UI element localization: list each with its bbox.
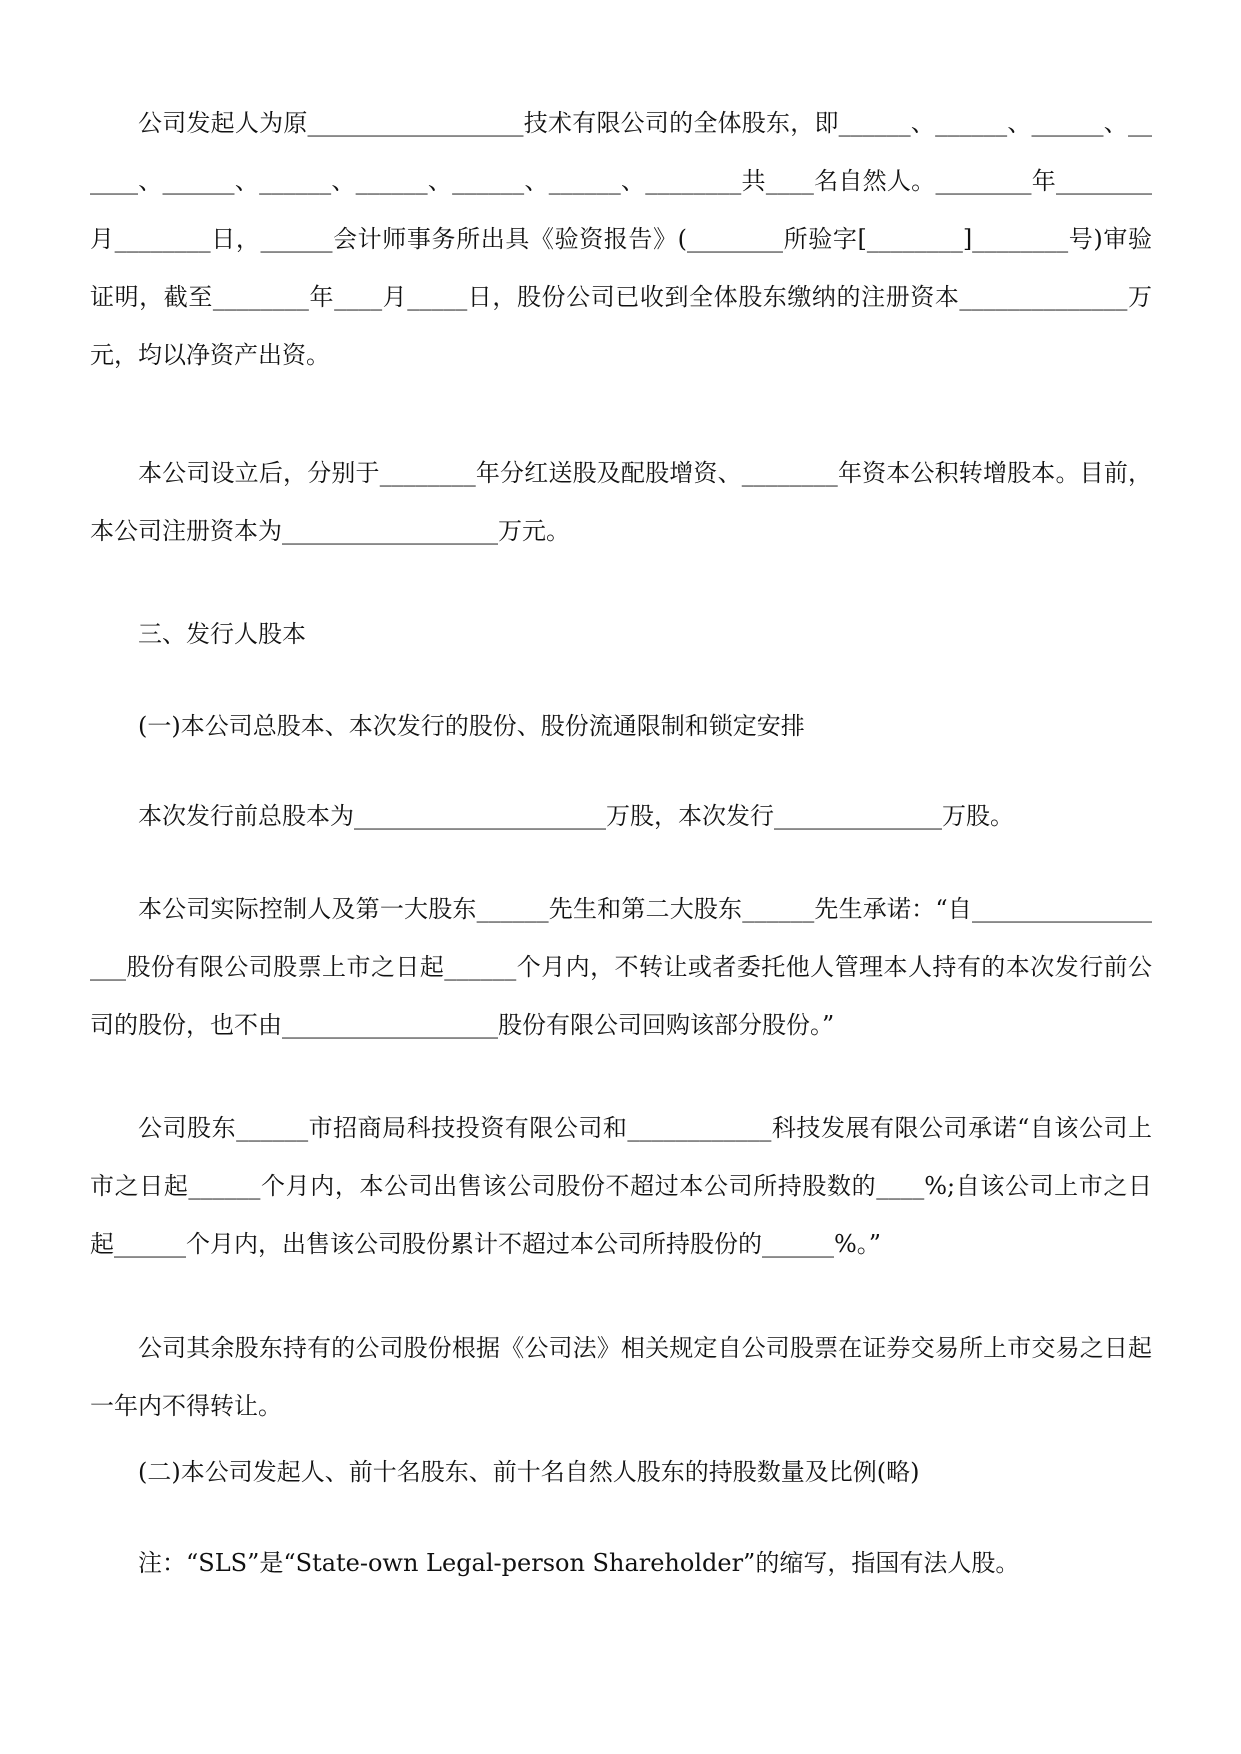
paragraph-capital-increase: 本公司设立后，分别于________年分红送股及配股增资、________年资本公积转增股本。目前，本公司注册资本为__________________万元。 bbox=[90, 459, 1152, 545]
section-heading-issuer-share-capital: 三、发行人股本 bbox=[138, 620, 306, 648]
subsection-heading-shareholdings: (二)本公司发起人、前十名股东、前十名自然人股东的持股数量及比例(略) bbox=[138, 1458, 920, 1486]
paragraph-controller-commitment: 本公司实际控制人及第一大股东______先生和第二大股东______先生承诺：“自__________________股份有限公司股票上市之日起______个月内，不转让或者委托他人管理本人持有的本次发行前公司的股份，也不由__________________股份有限公司回购该部分股份。” bbox=[90, 895, 1152, 1039]
paragraph-shareholder-commitment: 公司股东______市招商局科技投资有限公司和____________科技发展有限公司承诺“自该公司上市之日起______个月内，本公司出售该公司股份不超过本公司所持股数的____%;自该公司上市之日起______个月内，出售该公司股份累计不超过本公司所持股份的______%。” bbox=[90, 1114, 1152, 1258]
subsection-heading-total-share-capital: (一)本公司总股本、本次发行的股份、股份流通限制和锁定安排 bbox=[138, 712, 805, 740]
paragraph-note-sls: 注：“SLS”是“State-own Legal-person Shareholder”的缩写，指国有法人股。 bbox=[138, 1549, 1020, 1577]
paragraph-company-founders: 公司发起人为原__________________技术有限公司的全体股东，即______、______、______、______、______、______、______、______、______、________共____名自然人。________年________月________日，______会计师事务所出具《验资报告》(________所验字[________]________号)审验证明，截至________年____月_____日，股份公司已收到全体股东缴纳的注册资本______________万元，均以净资产出资。 bbox=[90, 109, 1152, 369]
paragraph-share-issuance: 本次发行前总股本为_____________________万股，本次发行______________万股。 bbox=[138, 802, 1014, 830]
paragraph-other-shareholders: 公司其余股东持有的公司股份根据《公司法》相关规定自公司股票在证券交易所上市交易之日起一年内不得转让。 bbox=[90, 1334, 1152, 1420]
